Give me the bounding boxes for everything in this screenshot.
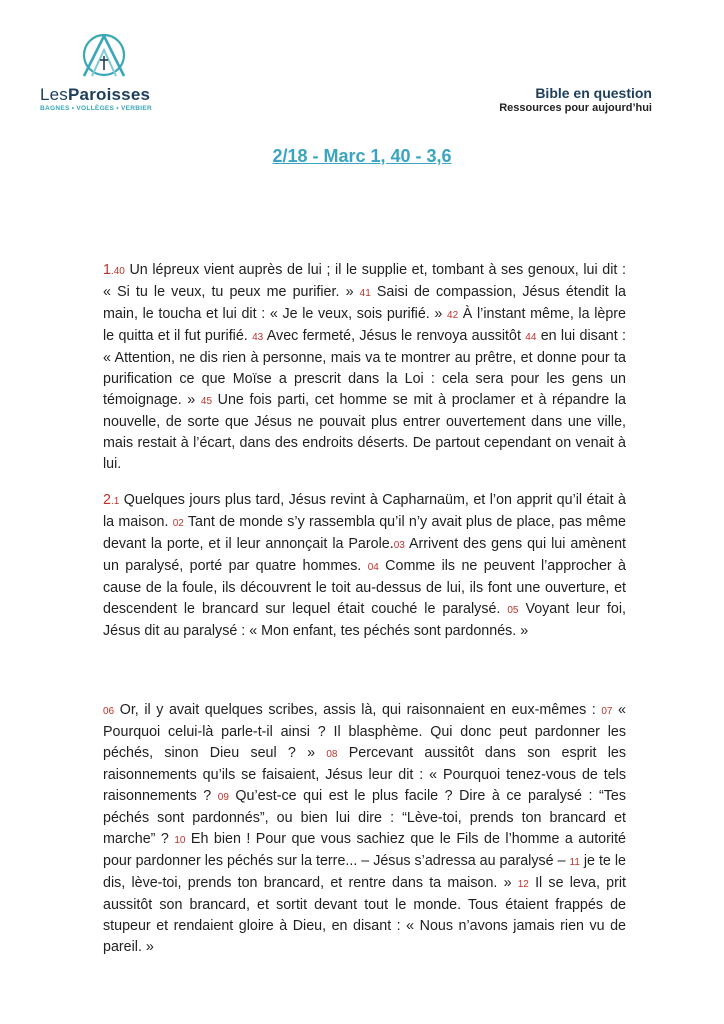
verse-number: 02 [172,518,184,529]
parish-logo-icon [78,30,130,80]
verse-number: 11 [569,857,580,868]
verse-text: je te le dis, lève-toi, prends ton brancard, et rentre dans ta maison. » [103,853,626,891]
chapter-number: 1 [103,262,111,278]
logo-wordmark [40,86,170,104]
chapter-number: 2 [103,492,111,508]
verse-text: Un lépreux vient auprès de lui ; il le supplie et, tombant à ses genoux, lui dit : « Si tu le veux, tu peux me purifier. » [103,262,626,300]
brand-header [499,85,652,114]
verse-number: 05 [507,605,519,616]
verse-text: Tant de monde s’y rassembla qu’il n’y avait plus de place, pas même devant la porte, et il leur annonçait la Parole. [103,514,626,552]
verse-text: Saisi de compassion, Jésus étendit la main, le toucha et lui dit : « Je le veux, sois purifié. » [103,284,626,322]
verse-text: Une fois parti, cet homme se mit à proclamer et à répandre la nouvelle, de sorte que Jésus ne pouvait plus entrer ouvertement dans une ville, mais restait à l’écart, dans des endroits déserts. De partout cependant on venait à lui. [103,392,626,472]
verse-text: Avec fermeté, Jésus le renvoya aussitôt [263,328,526,344]
verse-number: 41 [359,288,371,299]
verse-number: 03 [393,540,405,551]
verse-number: 07 [601,706,613,717]
brand-subtitle: Ressources pour aujourd’hui [499,102,652,114]
verse-number: 44 [525,332,537,343]
verse-number: 04 [367,562,379,573]
verse-text: en lui disant : « Attention, ne dis rien à personne, mais va te montrer au prêtre, et donne pour ta purification ce que Moïse a prescrit dans la Loi : cela sera pour les gens un témoignage. » [103,328,626,408]
verse-text: Il se leva, prit aussitôt son brancard, et sortit devant tout le monde. Tous étaient frappés de stupeur et rendaient gloire à Dieu, en disant : « Nous n’avons jamais rien vu de pareil. » [103,875,626,955]
verse-number: 06 [103,706,115,717]
logo-subtitle: BAGNES • VOLLÈGES • VERBIER [40,105,152,112]
verse-text: Or, il y avait quelques scribes, assis là, qui raisonnaient en eux-mêmes : [114,702,602,718]
verse-text: Percevant aussitôt dans son esprit les raisonnements qu’ils se faisaient, Jésus leur dit : « Pourquoi tenez-vous de tels raisonnements ? [103,745,627,804]
verse-number: .1 [110,496,120,507]
verse-number: 09 [217,792,229,803]
verse-number: 42 [447,310,459,321]
verse-number: .40 [110,266,125,277]
verse-number: 10 [174,835,186,846]
verse-text: Arrivent des gens qui lui amènent un paralysé, porté par quatre hommes. [103,536,626,574]
verse-text: Qu’est-ce qui est le plus facile ? Dire à ce paralysé : “Tes péchés sont pardonnés”, ou bien lui dire : “Lève-toi, prends ton brancard et marche” ? [103,788,627,847]
verse-text: À l’instant même, la lèpre le quitta et il fut purifié. [103,306,627,344]
document-title: 2/18 - Marc 1, 40 - 3,6 [272,146,452,166]
bible-paragraph-1 [103,260,626,475]
verse-text: « Pourquoi celui-là parle-t-il ainsi ? Il blasphème. Qui donc peut pardonner les péchés, sinon Dieu seul ? » [103,702,626,761]
verse-number: 43 [252,332,264,343]
parish-logo[interactable] [40,30,170,112]
brand-title: Bible en question [535,85,652,101]
verse-text: Quelques jours plus tard, Jésus revint à Capharnaüm, et l’on apprit qu’il était à la maison. [103,492,626,530]
logo-word-les: Les [40,85,69,104]
bible-paragraph-2 [103,490,626,642]
bible-paragraph-3 [103,700,626,958]
verse-number: 45 [200,396,213,407]
logo-word-paroisses: Paroisses [68,85,151,104]
verse-text: Eh bien ! Pour que vous sachiez que le Fils de l’homme a autorité pour pardonner les péchés sur la terre... – Jésus s’adressa au paralysé – [103,831,626,869]
verse-number: 08 [326,749,338,760]
verse-text: Voyant leur foi, Jésus dit au paralysé : « Mon enfant, tes péchés sont pardonnés. » [103,601,626,639]
verse-number: 12 [517,879,529,890]
verse-text: Comme ils ne peuvent l’approcher à cause de la foule, ils découvrent le toit au-dessus de lui, ils font une ouverture, et descendent le brancard sur lequel était couché le paralysé. [103,558,626,617]
